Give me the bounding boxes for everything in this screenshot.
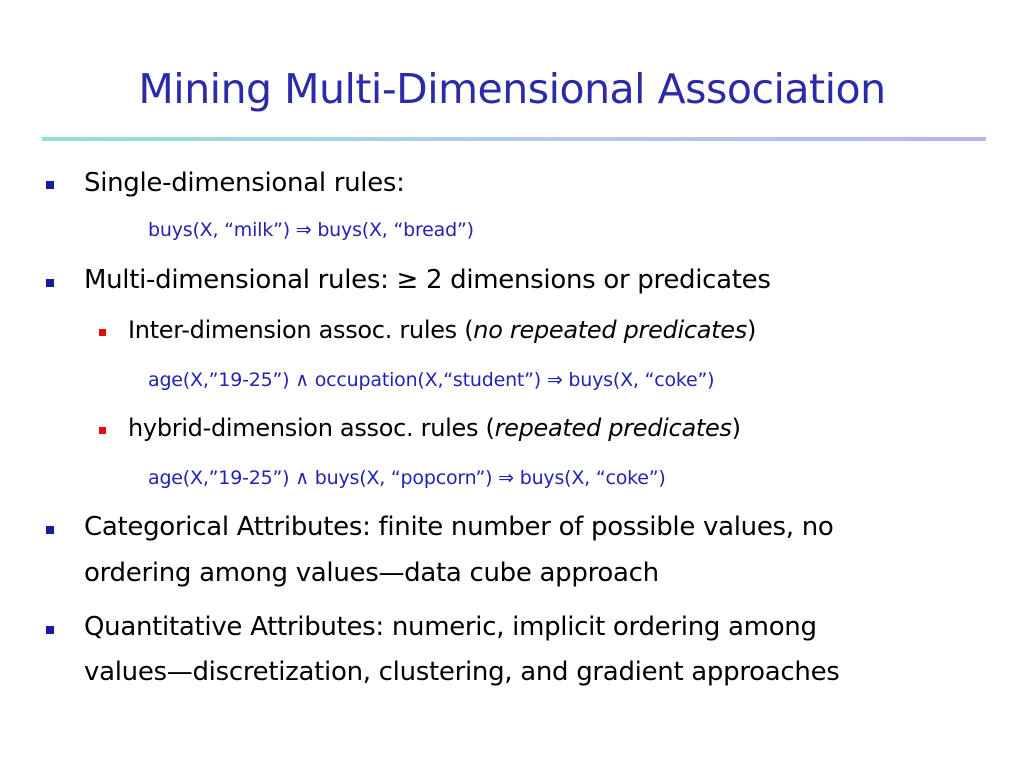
sub-bullet-text-plain: ) <box>731 414 741 442</box>
example-rule: age(X,”19-25”) ∧ occupation(X,“student”) ⇒ buys(X, “coke”) <box>148 369 715 391</box>
title-divider <box>42 137 986 141</box>
slide-title: Mining Multi-Dimensional Association <box>138 65 886 113</box>
bullet-marker <box>46 181 54 189</box>
bullet-text: Multi-dimensional rules: ≥ 2 dimensions or predicates <box>84 265 771 295</box>
bullet-text-line: Categorical Attributes: finite number of possible values, no <box>84 512 834 542</box>
bullet-text-line: Quantitative Attributes: numeric, implicit ordering among <box>84 612 817 642</box>
sub-bullet-text-italic: no repeated predicates <box>473 316 747 344</box>
sub-bullet-text <box>128 412 741 444</box>
bullet-text: Single-dimensional rules: <box>84 168 405 198</box>
sub-bullet-text-plain: Inter-dimension assoc. rules ( <box>128 316 474 344</box>
sub-bullet-marker <box>99 329 106 336</box>
bullet-marker <box>46 526 54 534</box>
bullet-text-line: ordering among values—data cube approach <box>84 558 659 588</box>
example-rule: buys(X, “milk”) ⇒ buys(X, “bread”) <box>148 219 474 241</box>
sub-bullet-text-plain: ) <box>746 316 757 344</box>
sub-bullet-text-plain: hybrid-dimension assoc. rules ( <box>128 414 495 442</box>
bullet-text-line: values—discretization, clustering, and gradient approaches <box>84 657 840 687</box>
sub-bullet-text-italic: repeated predicates <box>494 414 732 442</box>
example-rule: age(X,”19-25”) ∧ buys(X, “popcorn”) ⇒ buys(X, “coke”) <box>148 467 666 489</box>
sub-bullet-marker <box>99 427 106 434</box>
bullet-marker <box>46 626 54 634</box>
sub-bullet-text <box>128 314 756 346</box>
bullet-marker <box>46 279 54 287</box>
